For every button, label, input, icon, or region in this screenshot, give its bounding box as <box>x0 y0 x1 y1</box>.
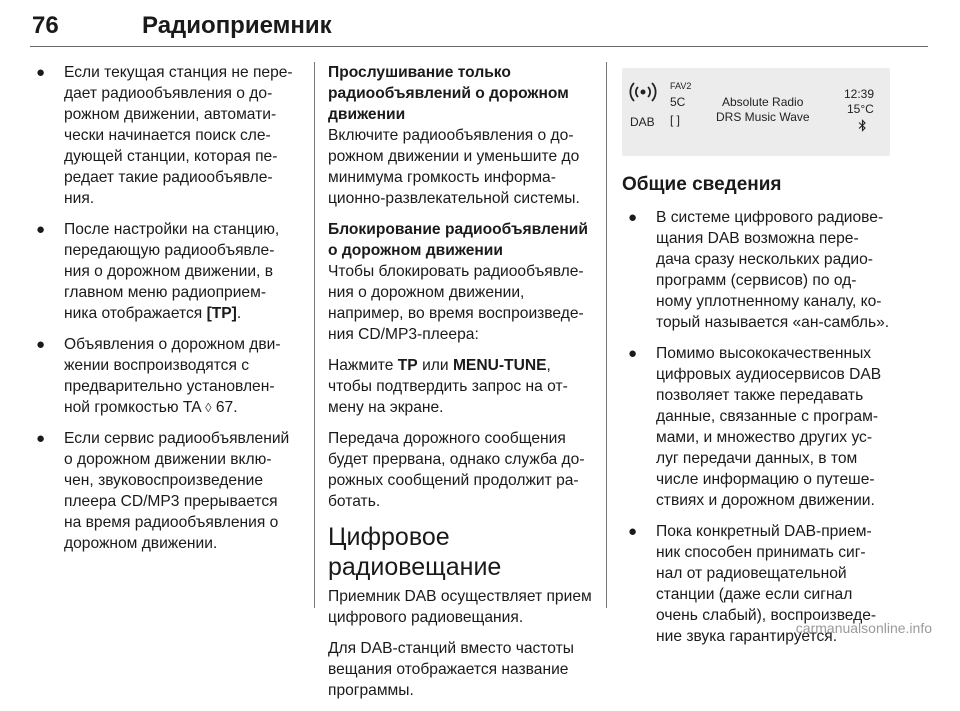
station-name: Absolute Radio <box>722 95 804 109</box>
column-divider <box>314 62 315 608</box>
list-item: ● Пока конкретный DAB-прием-ник способен принимать сиг-нал от радиовещательной станции (даже если сигнал очень слабый), воспроизведе-ние звука гарантируется. <box>628 523 877 645</box>
column-1 <box>30 62 298 564</box>
channel-label: 5C <box>670 95 686 109</box>
bluetooth-icon <box>858 119 867 132</box>
dab-label: DAB <box>630 115 655 129</box>
page-header <box>30 4 928 47</box>
program-name: DRS Music Wave <box>716 110 810 124</box>
list-item: ● Помимо высококачественных цифровых аудиосервисов DAB позволяет также передавать данные, связанные с програм-мами, и множество других ус-луг передачи данных, в том числе информацию о путеше-ствиях и дорожном движении. <box>628 345 882 509</box>
dab-signal-icon <box>628 78 658 108</box>
paragraph: Для DAB-станций вместо частоты вещания отображается название программы. <box>328 640 574 699</box>
subheading-block-traffic: Блокирование радиообъявлений о дорожном движении <box>328 221 588 259</box>
subheading-traffic-only: Прослушивание только радиообъявлений о дорожном движении <box>328 64 569 123</box>
section-heading: Цифровое радиовещание <box>328 523 502 581</box>
brackets-label: [ ] <box>670 113 681 127</box>
temperature: 15°C <box>847 102 874 116</box>
watermark: carmanualsonline.info <box>795 620 932 636</box>
paragraph: Чтобы блокировать радиообъявле-ния о дорожном движении, например, во время воспроизведе-ния CD/MP3-плеера: <box>328 263 584 343</box>
bullet-icon: ● <box>628 209 638 226</box>
column-divider <box>606 62 607 608</box>
favourite-label: FAV2 <box>670 81 692 91</box>
bullet-icon: ● <box>36 336 46 353</box>
bullet-icon: ● <box>36 221 46 238</box>
tp-label: [TP] <box>206 305 237 322</box>
paragraph: Приемник DAB осуществляет прием цифрового радиовещания. <box>328 588 592 626</box>
menu-tune-label: MENU-TUNE <box>452 357 547 374</box>
list-item: ● В системе цифрового радиове-щания DAB возможна пере-дача сразу нескольких радио-программ (сервисов) по од-ному уплотненному каналу, ко-торый называется «ан-самбль». <box>628 209 890 331</box>
list-item: ● Если сервис радиообъявлений о дорожном движении вклю-чен, звуковоспроизведение плеера CD/MP3 прерывается на время радиообъявления о дорожном движении. <box>36 430 290 552</box>
column-3 <box>622 62 890 657</box>
bullet-icon: ● <box>628 523 638 540</box>
clock-time: 12:39 <box>844 87 875 101</box>
paragraph: Включите радиообъявления о до-рожном движении и уменьшите до минимума громкость информа-ционно-развлекательной системы. <box>328 127 580 207</box>
bullet-icon: ● <box>36 430 46 447</box>
list-item: ● Объявления о дорожном дви-жении воспроизводятся с предварительно установлен-ной громкостью TA ◊ 67. <box>36 336 281 416</box>
page-reference-link[interactable]: 67. <box>215 399 238 416</box>
page-title: Радиоприемник <box>142 12 332 39</box>
list-item: ● После настройки на станцию, передающую радиообъявле-ния о дорожном движении, в главном меню радиоприем-ника отображается [TP]. <box>36 221 280 322</box>
bullet-icon: ● <box>36 64 46 81</box>
page-number: 76 <box>32 12 59 39</box>
section-subheading: Общие сведения <box>622 174 782 195</box>
radio-display-image <box>622 68 890 156</box>
paragraph: Передача дорожного сообщения будет прервана, однако служба до-рожных сообщений продолжит ра-ботать. <box>328 430 585 510</box>
column-2 <box>328 62 592 711</box>
paragraph-press: Нажмите TP или MENU-TUNE, чтобы подтвердить запрос на от-мену на экране. <box>328 357 568 416</box>
list-item: ● Если текущая станция не пере-дает радиообъявления о до-рожном движении, автомати-чески начинается поиск сле-дующей станции, которая пе-редает такие радиообъявле-ния. <box>36 64 293 207</box>
bullet-icon: ● <box>628 345 638 362</box>
page-reference-arrow-icon: ◊ <box>205 400 212 415</box>
tp-button-label: TP <box>397 357 418 374</box>
